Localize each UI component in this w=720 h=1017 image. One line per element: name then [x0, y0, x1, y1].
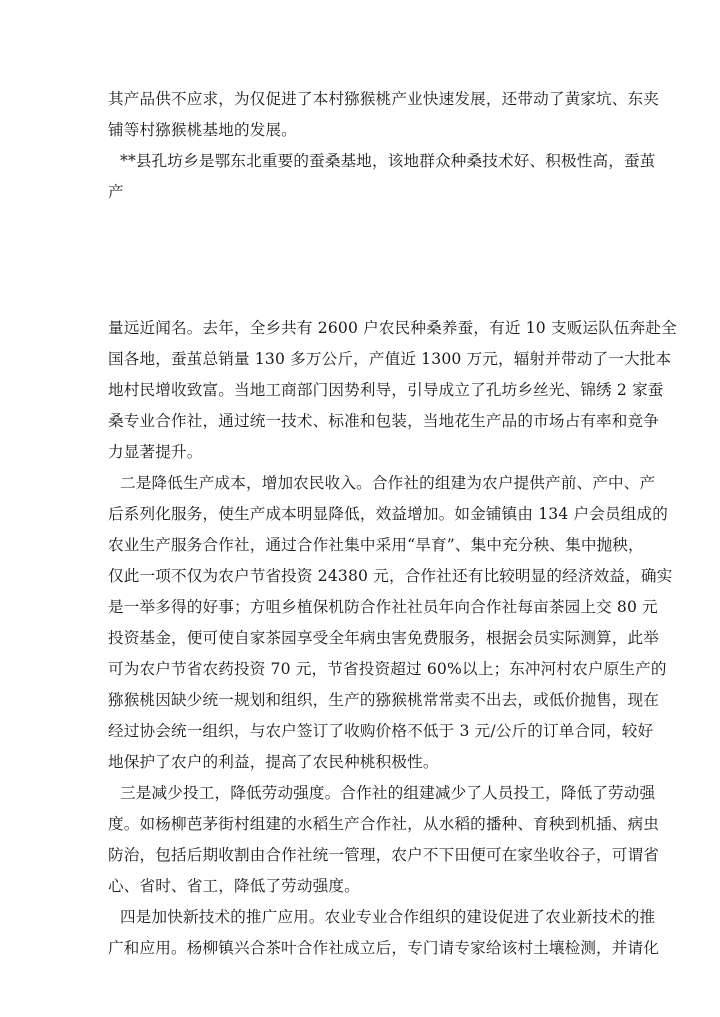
text-line: 后系列化服务，使生产成本明显降低，效益增加。如金铺镇由 134 户会员组成的	[108, 505, 668, 523]
text-line: 其产品供不应求，为仅促进了本村猕猴桃产业快速发展，还带动了黄家坑、东夹	[108, 90, 660, 108]
text-line: 力显著提升。	[108, 443, 203, 461]
text-block-top	[108, 84, 660, 208]
text-line: 铺等村猕猴桃基地的发展。	[108, 121, 297, 139]
text-line: 地保护了农户的利益，提高了农民种桃积极性。	[108, 753, 439, 771]
text-line: 防治，包括后期收割由合作社统一管理，农户不下田便可在家坐收谷子，可谓省	[108, 846, 660, 864]
paragraph-start-line: **县孔坊乡是鄂东北重要的蚕桑基地，该地群众种桑技术好、积极性高，蚕茧	[120, 152, 656, 170]
text-line: 经过协会统一组织，与农户签订了收购价格不低于 3 元/公斤的订单合同，较好	[108, 722, 654, 740]
text-block-main	[108, 313, 677, 964]
paragraph-start-line: 二是降低生产成本，增加农民收入。合作社的组建为农户提供产前、产中、产	[120, 474, 656, 492]
text-line: 国各地，蚕茧总销量 130 多万公斤，产值近 1300 万元，辐射并带动了一大批本	[108, 350, 672, 368]
text-line: 桑专业合作社，通过统一技术、标准和包装，当地花生产品的市场占有率和竞争	[108, 412, 660, 430]
text-line: 产	[108, 183, 124, 201]
text-line: 是一举多得的好事；方咀乡植保机防合作社社员年向合作社每亩茶园上交 80 元	[108, 598, 658, 616]
paragraph-start-line: 四是加快新技术的推广应用。农业专业合作组织的建设促进了农业新技术的推	[120, 908, 656, 926]
text-line: 农业生产服务合作社，通过合作社集中采用“旱育”、集中充分秧、集中抛秧，	[108, 536, 644, 554]
text-line: 仅此一项不仅为农户节省投资 24380 元，合作社还有比较明显的经济效益，确实	[108, 567, 673, 585]
text-line: 量远近闻名。去年，全乡共有 2600 户农民种桑养蚕，有近 10 支贩运队伍奔赴全	[108, 319, 677, 337]
text-line: 广和应用。杨柳镇兴合茶叶合作社成立后，专门请专家给该村土壤检测，并请化	[108, 939, 660, 957]
text-line: 可为农户节省农药投资 70 元，节省投资超过 60%以上；东冲河村农户原生产的	[108, 660, 667, 678]
text-line: 度。如杨柳芭茅街村组建的水稻生产合作社，从水稻的播种、育秧到机插、病虫	[108, 815, 660, 833]
text-line: 投资基金，便可使自家茶园享受全年病虫害免费服务，根据会员实际测算，此举	[108, 629, 660, 647]
text-line: 猕猴桃因缺少统一规划和组织，生产的猕猴桃常常卖不出去，或低价抛售，现在	[108, 691, 660, 709]
paragraph-start-line: 三是减少投工，降低劳动强度。合作社的组建减少了人员投工，降低了劳动强	[120, 784, 656, 802]
text-line: 地村民增收致富。当地工商部门因势利导，引导成立了孔坊乡丝光、锦绣 2 家蚕	[108, 381, 664, 399]
text-line: 心、省时、省工，降低了劳动强度。	[108, 877, 360, 895]
